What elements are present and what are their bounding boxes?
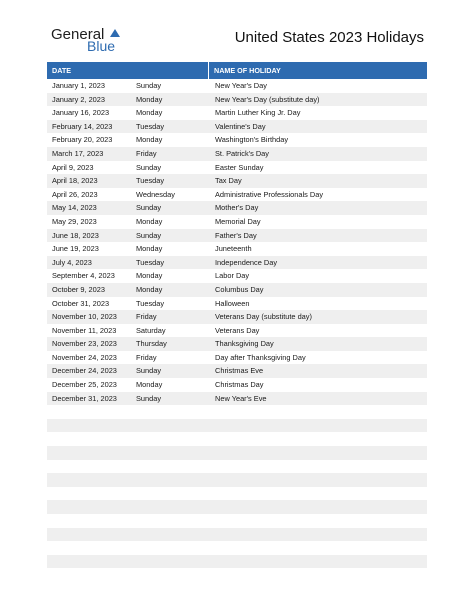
cell-date: October 31, 2023: [52, 298, 110, 308]
table-row: [47, 528, 427, 542]
cell-weekday: Sunday: [136, 230, 162, 240]
cell-date: January 1, 2023: [52, 81, 106, 90]
cell-weekday: Monday: [136, 108, 163, 118]
cell-weekday: Friday: [136, 352, 157, 362]
cell-holiday-name: New Year's Day: [215, 81, 267, 90]
cell-date: [47, 473, 136, 487]
table-row: [47, 487, 427, 501]
cell-weekday: [136, 541, 209, 555]
cell-holiday-name: [209, 541, 427, 555]
cell-holiday-name: Christmas Eve: [215, 366, 264, 376]
cell-holiday-name: Easter Sunday: [215, 162, 264, 172]
cell-holiday-name: New Year's Eve: [215, 393, 267, 403]
cell-date: November 24, 2023: [52, 352, 117, 362]
table-row: [47, 460, 427, 474]
cell-holiday-name: [209, 473, 427, 487]
logo-text-general: General: [51, 26, 105, 43]
cell-holiday-name: [209, 528, 427, 542]
cell-weekday: [136, 446, 209, 460]
cell-weekday: Tuesday: [136, 121, 165, 131]
cell-holiday-name: New Year's Day (substitute day): [215, 94, 320, 104]
table-row: [47, 541, 427, 555]
cell-date: December 24, 2023: [52, 366, 117, 376]
cell-date: April 18, 2023: [52, 176, 98, 186]
cell-date: December 25, 2023: [52, 380, 117, 390]
header-holiday-name: NAME OF HOLIDAY: [214, 66, 281, 75]
cell-date: [47, 541, 136, 555]
table-row: [47, 242, 427, 256]
cell-holiday-name: [209, 446, 427, 460]
cell-date: November 11, 2023: [52, 325, 117, 335]
cell-weekday: Monday: [136, 284, 163, 294]
cell-date: October 9, 2023: [52, 284, 106, 294]
cell-weekday: Sunday: [136, 366, 162, 376]
cell-weekday: Saturday: [136, 325, 166, 335]
table-row: [47, 364, 427, 378]
cell-holiday-name: Juneteenth: [215, 244, 252, 254]
cell-date: [47, 500, 136, 514]
cell-holiday-name: Mother's Day: [215, 203, 259, 213]
table-header: [47, 62, 427, 79]
table-body: [47, 79, 427, 568]
cell-date: [47, 555, 136, 569]
cell-date: January 2, 2023: [52, 94, 106, 104]
cell-date: [47, 514, 136, 528]
cell-date: April 9, 2023: [52, 162, 94, 172]
cell-holiday-name: Valentine's Day: [215, 121, 266, 131]
cell-date: July 4, 2023: [52, 257, 92, 267]
cell-weekday: [136, 460, 209, 474]
cell-date: [47, 460, 136, 474]
cell-weekday: [136, 555, 209, 569]
cell-holiday-name: Christmas Day: [215, 380, 264, 390]
cell-date: June 18, 2023: [52, 230, 99, 240]
cell-weekday: Sunday: [136, 393, 162, 403]
cell-holiday-name: [209, 419, 427, 433]
cell-weekday: Monday: [136, 380, 163, 390]
table-row: [47, 310, 427, 324]
cell-weekday: Thursday: [136, 339, 167, 349]
cell-weekday: Sunday: [136, 162, 162, 172]
cell-date: [47, 405, 136, 419]
table-row: [47, 133, 427, 147]
cell-holiday-name: Memorial Day: [215, 216, 261, 226]
table-row: [47, 161, 427, 175]
table-row: [47, 120, 427, 134]
cell-holiday-name: Halloween: [215, 298, 250, 308]
cell-holiday-name: Father's Day: [215, 230, 257, 240]
cell-weekday: [136, 419, 209, 433]
cell-holiday-name: [209, 405, 427, 419]
table-row: [47, 337, 427, 351]
table-row: [47, 419, 427, 433]
cell-weekday: Tuesday: [136, 176, 165, 186]
table-row: [47, 201, 427, 215]
cell-date: November 23, 2023: [52, 339, 117, 349]
cell-date: [47, 419, 136, 433]
table-row: [47, 229, 427, 243]
cell-holiday-name: Washington's Birthday: [215, 135, 289, 145]
table-row: [47, 283, 427, 297]
cell-holiday-name: Administrative Professionals Day: [215, 189, 324, 199]
table-row: [47, 256, 427, 270]
cell-weekday: Sunday: [136, 203, 162, 213]
cell-holiday-name: Tax Day: [215, 176, 242, 186]
cell-date: January 16, 2023: [52, 108, 110, 118]
cell-holiday-name: Veterans Day (substitute day): [215, 312, 312, 322]
cell-weekday: Monday: [136, 94, 163, 104]
holidays-table: [47, 62, 427, 568]
table-row: [47, 432, 427, 446]
logo-text-blue: Blue: [87, 38, 116, 54]
cell-holiday-name: Labor Day: [215, 271, 250, 281]
cell-weekday: [136, 514, 209, 528]
cell-weekday: [136, 432, 209, 446]
cell-holiday-name: Veterans Day: [215, 325, 260, 335]
cell-date: February 20, 2023: [52, 135, 113, 145]
cell-holiday-name: [209, 555, 427, 569]
cell-holiday-name: St. Patrick's Day: [215, 148, 269, 158]
cell-date: March 17, 2023: [52, 148, 104, 158]
cell-date: September 4, 2023: [52, 271, 115, 281]
cell-weekday: Monday: [136, 271, 163, 281]
logo-triangle-icon: [110, 29, 120, 37]
cell-date: February 14, 2023: [52, 121, 113, 131]
table-row: [47, 215, 427, 229]
table-row: [47, 405, 427, 419]
cell-weekday: Friday: [136, 148, 157, 158]
table-row: [47, 378, 427, 392]
cell-weekday: Tuesday: [136, 257, 165, 267]
cell-weekday: [136, 405, 209, 419]
table-row: [47, 269, 427, 283]
table-row: [47, 106, 427, 120]
table-row: [47, 93, 427, 107]
table-row: [47, 514, 427, 528]
cell-holiday-name: [209, 460, 427, 474]
cell-holiday-name: [209, 432, 427, 446]
cell-weekday: Sunday: [136, 81, 162, 90]
cell-holiday-name: Martin Luther King Jr. Day: [215, 108, 301, 118]
cell-weekday: Monday: [136, 135, 163, 145]
table-row: [47, 79, 427, 93]
cell-weekday: [136, 473, 209, 487]
table-row: [47, 392, 427, 406]
cell-holiday-name: [209, 514, 427, 528]
cell-holiday-name: [209, 487, 427, 501]
cell-weekday: Wednesday: [136, 189, 175, 199]
table-row: [47, 147, 427, 161]
table-row: [47, 555, 427, 569]
cell-weekday: Tuesday: [136, 298, 165, 308]
header-date: DATE: [47, 62, 209, 79]
cell-date: November 10, 2023: [52, 312, 117, 322]
table-row: [47, 446, 427, 460]
cell-date: [47, 528, 136, 542]
cell-date: May 29, 2023: [52, 216, 97, 226]
cell-date: April 26, 2023: [52, 189, 98, 199]
table-row: [47, 174, 427, 188]
cell-date: [47, 432, 136, 446]
cell-date: December 31, 2023: [52, 393, 117, 403]
cell-weekday: [136, 487, 209, 501]
cell-weekday: Monday: [136, 216, 163, 226]
table-row: [47, 473, 427, 487]
table-row: [47, 324, 427, 338]
table-row: [47, 297, 427, 311]
cell-weekday: [136, 500, 209, 514]
table-row: [47, 500, 427, 514]
cell-holiday-name: Columbus Day: [215, 284, 264, 294]
cell-holiday-name: Day after Thanksgiving Day: [215, 352, 306, 362]
table-row: [47, 351, 427, 365]
page-title: United States 2023 Holidays: [234, 29, 424, 46]
cell-date: June 19, 2023: [52, 244, 99, 254]
cell-weekday: Friday: [136, 312, 157, 322]
cell-weekday: Monday: [136, 244, 163, 254]
cell-date: [47, 487, 136, 501]
cell-date: May 14, 2023: [52, 203, 97, 213]
cell-holiday-name: Thanksgiving Day: [215, 339, 274, 349]
cell-holiday-name: [209, 500, 427, 514]
cell-weekday: [136, 528, 209, 542]
table-row: [47, 188, 427, 202]
cell-holiday-name: Independence Day: [215, 257, 278, 267]
cell-date: [47, 446, 136, 460]
